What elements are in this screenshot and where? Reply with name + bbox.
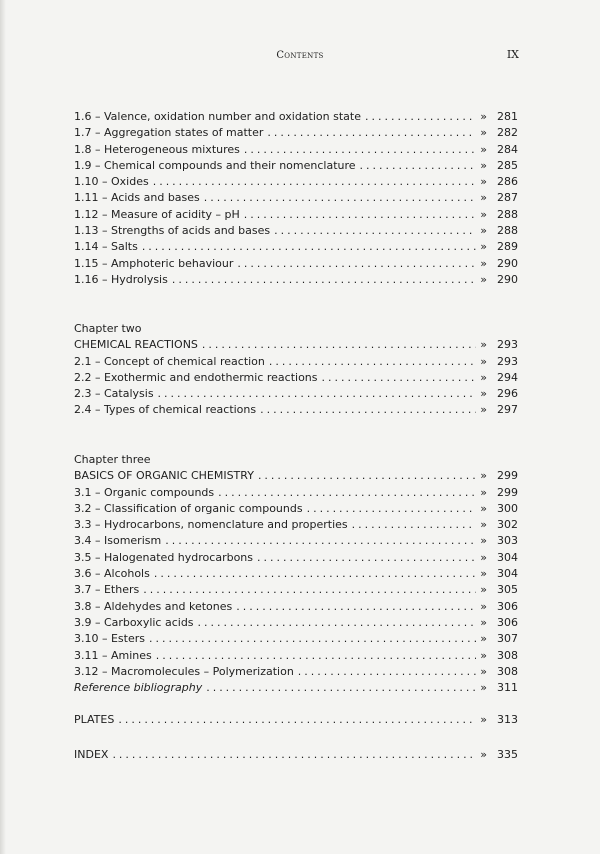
toc-entry[interactable]: [74, 648, 518, 664]
toc-entry-label: 1.16 – Hydrolysis: [74, 272, 168, 286]
page-ref-marker: »: [480, 501, 487, 515]
plates-page: 313: [497, 713, 518, 726]
toc-entry-page: 302: [497, 518, 518, 532]
page-ref-marker: »: [480, 142, 487, 156]
page-ref-marker: »: [480, 158, 487, 172]
toc-entry-page: 305: [497, 583, 518, 597]
page-ref-marker: »: [480, 256, 487, 270]
toc-entry-label: 3.11 – Amines: [74, 648, 152, 662]
toc-entry-label: 1.15 – Amphoteric behaviour: [74, 256, 234, 270]
plates-label: PLATES: [74, 713, 115, 726]
toc-entry-page: 304: [497, 550, 518, 564]
toc-entry-page: 306: [497, 615, 518, 629]
toc-entry-page: 286: [497, 175, 518, 189]
leader-dots: [236, 599, 476, 615]
toc-entry-page: 304: [497, 567, 518, 581]
toc-entry-page: 300: [497, 501, 518, 515]
leader-dots: [204, 190, 476, 206]
toc-entry[interactable]: [74, 256, 518, 272]
leader-dots: [143, 582, 476, 598]
page-ref-marker: »: [480, 599, 487, 613]
toc-entry-label: 2.3 – Catalysis: [74, 387, 154, 401]
toc-entry-page: 303: [497, 534, 518, 548]
page-ref-marker: »: [480, 370, 487, 384]
toc-entry[interactable]: [74, 664, 518, 680]
toc-entry[interactable]: [74, 370, 518, 386]
leader-dots: [112, 747, 476, 763]
chapter3-title: BASICS OF ORGANIC CHEMISTRY: [74, 469, 254, 483]
toc-entry[interactable]: [74, 190, 518, 206]
toc-entry-page: 293: [497, 354, 518, 368]
page-ref-marker: »: [480, 191, 487, 205]
leader-dots: [172, 272, 476, 288]
toc-entry[interactable]: [74, 354, 518, 370]
toc-entry-page: 307: [497, 632, 518, 646]
leader-dots: [206, 680, 476, 696]
toc-entry[interactable]: [74, 207, 518, 223]
leader-dots: [298, 664, 476, 680]
leader-dots: [156, 648, 477, 664]
toc-entry-label: 1.6 – Valence, oxidation number and oxidation state: [74, 110, 361, 123]
toc-entry-label: 3.4 – Isomerism: [74, 534, 162, 548]
toc-entry-label: 1.14 – Salts: [74, 240, 138, 254]
page-ref-marker: »: [480, 224, 487, 238]
toc-entry-label: 3.2 – Classification of organic compounds: [74, 501, 303, 515]
toc-entry-page: 308: [497, 648, 518, 662]
leader-dots: [352, 517, 477, 533]
toc-entry[interactable]: [74, 272, 518, 288]
toc-entry[interactable]: [74, 550, 518, 566]
toc-entry-label: 3.10 – Esters: [74, 632, 146, 646]
toc-entry-page: 297: [497, 403, 518, 417]
toc-entry-label: 3.5 – Halogenated hydrocarbons: [74, 550, 254, 564]
leader-dots: [202, 337, 476, 353]
toc-entry[interactable]: [74, 615, 518, 631]
leader-dots: [142, 239, 476, 255]
toc-entry-page: 299: [497, 485, 518, 499]
toc-entry-page: 287: [497, 191, 518, 205]
bibliography-page: 311: [497, 681, 518, 695]
toc-entry[interactable]: [74, 582, 518, 598]
toc-entry[interactable]: [74, 468, 518, 484]
page-ref-marker: »: [480, 518, 487, 532]
toc-entry-label: 2.2 – Exothermic and endothermic reactions: [74, 370, 318, 384]
leader-dots: [165, 533, 476, 549]
toc-entry-index[interactable]: [74, 747, 518, 763]
toc-entry-page: 294: [497, 370, 518, 384]
leader-dots: [244, 142, 476, 158]
chapter1-entries: [74, 109, 518, 288]
page-ref-marker: »: [480, 207, 487, 221]
page-ref-marker: »: [480, 240, 487, 254]
bibliography-label: Reference bibliography: [74, 681, 203, 695]
toc-entry-label: 3.6 – Alcohols: [74, 567, 150, 581]
toc-entry-page: 306: [497, 599, 518, 613]
toc-entry-label: 1.9 – Chemical compounds and their nomenclature: [74, 158, 356, 172]
toc-entry[interactable]: [74, 174, 518, 190]
leader-dots: [365, 109, 476, 125]
leader-dots: [267, 125, 476, 141]
toc-entry[interactable]: [74, 223, 518, 239]
toc-entry-label: 3.7 – Ethers: [74, 583, 140, 597]
chapter3-entries: [74, 485, 518, 681]
page-ref-marker: »: [480, 664, 487, 678]
toc-entry[interactable]: [74, 402, 518, 418]
plates-section: [74, 712, 518, 728]
toc-entry[interactable]: [74, 631, 518, 647]
page-ref-marker: »: [480, 534, 487, 548]
page-ref-marker: »: [480, 354, 487, 368]
toc-entry[interactable]: [74, 501, 518, 517]
leader-dots: [154, 566, 476, 582]
leader-dots: [258, 468, 476, 484]
toc-entry[interactable]: [74, 485, 518, 501]
leader-dots: [118, 712, 476, 728]
toc-entry-page: 289: [497, 240, 518, 254]
page-ref-marker: »: [480, 748, 487, 761]
toc-entry-page: 282: [497, 126, 518, 140]
toc-entry[interactable]: [74, 386, 518, 402]
leader-dots: [198, 615, 477, 631]
toc-entry-label: 3.3 – Hydrocarbons, nomenclature and properties: [74, 518, 348, 532]
toc-entry-label: 3.12 – Macromolecules – Polymerization: [74, 664, 294, 678]
leader-dots: [218, 485, 476, 501]
toc-entry[interactable]: [74, 142, 518, 158]
toc-entry-label: 1.10 – Oxides: [74, 175, 149, 189]
toc-entry[interactable]: [74, 239, 518, 255]
leader-dots: [244, 207, 476, 223]
chapter2-heading: Chapter two: [74, 322, 142, 335]
page-ref-marker: »: [480, 632, 487, 646]
page-ref-marker: »: [480, 615, 487, 629]
toc-entry-page: 281: [497, 110, 518, 123]
leader-dots: [322, 370, 477, 386]
toc-entry-label: 2.4 – Types of chemical reactions: [74, 403, 257, 417]
toc-entry-label: 1.7 – Aggregation states of matter: [74, 126, 264, 140]
toc-entry[interactable]: [74, 533, 518, 549]
leader-dots: [158, 386, 477, 402]
toc-entry[interactable]: [74, 125, 518, 141]
leader-dots: [237, 256, 476, 272]
toc-entry-label: 1.11 – Acids and bases: [74, 191, 200, 205]
page-ref-marker: »: [480, 387, 487, 401]
chapter3-heading: Chapter three: [74, 453, 151, 466]
toc-entry-page: 290: [497, 256, 518, 270]
leader-dots: [360, 158, 477, 174]
toc-entry-page: 296: [497, 387, 518, 401]
page-ref-marker: »: [480, 713, 487, 726]
page-ref-marker: »: [480, 583, 487, 597]
running-header-title: Contents: [276, 50, 324, 61]
toc-entry-label: 3.9 – Carboxylic acids: [74, 615, 194, 629]
toc-entry-page: 284: [497, 142, 518, 156]
toc-entry-plates[interactable]: [74, 712, 518, 728]
page-ref-marker: »: [480, 567, 487, 581]
toc-entry[interactable]: [74, 566, 518, 582]
leader-dots: [149, 631, 476, 647]
leader-dots: [153, 174, 477, 190]
toc-entry-label: 3.1 – Organic compounds: [74, 485, 215, 499]
toc-entry-label: 1.12 – Measure of acidity – pH: [74, 207, 240, 221]
toc-entry[interactable]: [74, 599, 518, 615]
chapter2-section: [74, 321, 518, 419]
toc-entry-page: 288: [497, 207, 518, 221]
toc-entry[interactable]: [74, 337, 518, 353]
index-page: 335: [497, 748, 518, 761]
page-ref-marker: »: [480, 648, 487, 662]
toc-entry-label: 2.1 – Concept of chemical reaction: [74, 354, 265, 368]
page-ref-marker: »: [480, 550, 487, 564]
running-header-page-number: IX: [506, 48, 519, 61]
toc-entry-label: 3.8 – Aldehydes and ketones: [74, 599, 233, 613]
page-ref-marker: »: [480, 485, 487, 499]
leader-dots: [257, 550, 476, 566]
toc-entry-page: 285: [497, 158, 518, 172]
leader-dots: [269, 354, 476, 370]
page-ref-marker: »: [480, 110, 487, 123]
index-section: [74, 747, 518, 763]
page-ref-marker: »: [480, 469, 487, 483]
page-ref-marker: »: [480, 126, 487, 140]
toc-entry-page: 288: [497, 224, 518, 238]
toc-entry-page: 308: [497, 664, 518, 678]
chapter2-title-page: 293: [497, 338, 518, 352]
toc-entry[interactable]: [74, 109, 518, 125]
page-ref-marker: »: [480, 403, 487, 417]
chapter3-title-page: 299: [497, 469, 518, 483]
chapter3-section: [74, 452, 518, 696]
chapter2-title: CHEMICAL REACTIONS: [74, 338, 198, 352]
page-edge-shadow: [0, 0, 6, 854]
toc-entry-bibliography[interactable]: [74, 680, 518, 696]
leader-dots: [307, 501, 477, 517]
toc-entry-label: 1.13 – Strengths of acids and bases: [74, 224, 271, 238]
toc-entry[interactable]: [74, 158, 518, 174]
index-label: INDEX: [74, 748, 109, 761]
page-ref-marker: »: [480, 272, 487, 286]
page-ref-marker: »: [480, 175, 487, 189]
leader-dots: [260, 402, 476, 418]
toc-entry-page: 290: [497, 272, 518, 286]
toc-entry[interactable]: [74, 517, 518, 533]
page-ref-marker: »: [480, 338, 487, 352]
leader-dots: [274, 223, 476, 239]
toc-entry-label: 1.8 – Heterogeneous mixtures: [74, 142, 240, 156]
page-ref-marker: »: [480, 681, 487, 695]
chapter2-entries: [74, 354, 518, 419]
